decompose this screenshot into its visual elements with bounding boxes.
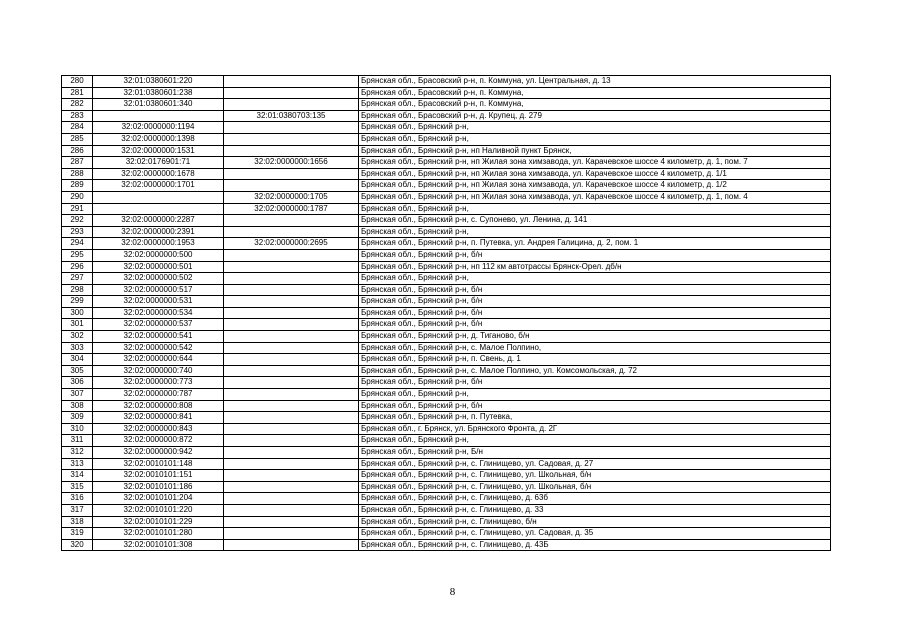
row-number-cell: 305 bbox=[62, 365, 93, 377]
cadastral-number-cell: 32:02:0000000:1701 bbox=[93, 180, 224, 192]
address-cell: Брянская обл., Брянский р-н, нп Жилая зона химзавода, ул. Карачевское шоссе 4 километр, д. 1, пом. 7 bbox=[359, 157, 831, 169]
cadastral-number-cell: 32:02:0010101:220 bbox=[93, 504, 224, 516]
cadastral-number-cell bbox=[93, 191, 224, 203]
linked-cadastral-number-cell bbox=[224, 284, 359, 296]
row-number-cell: 306 bbox=[62, 377, 93, 389]
linked-cadastral-number-cell bbox=[224, 342, 359, 354]
cadastral-number-cell: 32:02:0000000:2391 bbox=[93, 226, 224, 238]
cadastral-number-cell: 32:02:0000000:541 bbox=[93, 331, 224, 343]
linked-cadastral-number-cell bbox=[224, 528, 359, 540]
cadastral-number-cell: 32:02:0000000:1678 bbox=[93, 168, 224, 180]
table-row bbox=[62, 458, 831, 470]
linked-cadastral-number-cell bbox=[224, 470, 359, 482]
cadastral-number-cell: 32:02:0000000:942 bbox=[93, 447, 224, 459]
cadastral-number-cell: 32:02:0010101:204 bbox=[93, 493, 224, 505]
row-number-cell: 288 bbox=[62, 168, 93, 180]
cadastral-number-cell: 32:02:0000000:843 bbox=[93, 423, 224, 435]
cadastral-number-cell: 32:02:0000000:517 bbox=[93, 284, 224, 296]
cadastral-number-cell: 32:02:0000000:542 bbox=[93, 342, 224, 354]
linked-cadastral-number-cell bbox=[224, 296, 359, 308]
table-row bbox=[62, 76, 831, 88]
row-number-cell: 296 bbox=[62, 261, 93, 273]
cadastral-number-cell: 32:02:0000000:534 bbox=[93, 307, 224, 319]
cadastral-number-cell: 32:02:0010101:148 bbox=[93, 458, 224, 470]
cadastral-number-cell: 32:02:0000000:531 bbox=[93, 296, 224, 308]
row-number-cell: 320 bbox=[62, 539, 93, 551]
row-number-cell: 304 bbox=[62, 354, 93, 366]
table-row bbox=[62, 226, 831, 238]
linked-cadastral-number-cell bbox=[224, 99, 359, 111]
cadastral-number-cell: 32:02:0010101:229 bbox=[93, 516, 224, 528]
address-cell: Брянская обл., Брянский р-н, с. Малое Полпино, bbox=[359, 342, 831, 354]
cadastral-registry-table bbox=[61, 75, 831, 551]
row-number-cell: 293 bbox=[62, 226, 93, 238]
cadastral-number-cell: 32:02:0000000:872 bbox=[93, 435, 224, 447]
table-row bbox=[62, 470, 831, 482]
row-number-cell: 308 bbox=[62, 400, 93, 412]
table-row bbox=[62, 284, 831, 296]
linked-cadastral-number-cell bbox=[224, 389, 359, 401]
table-row bbox=[62, 145, 831, 157]
address-cell: Брянская обл., Брянский р-н, с. Глинищево, ул. Садовая, д. 27 bbox=[359, 458, 831, 470]
table-row bbox=[62, 168, 831, 180]
table-row bbox=[62, 296, 831, 308]
linked-cadastral-number-cell bbox=[224, 273, 359, 285]
address-cell: Брянская обл., Брянский р-н, п. Путевка, ул. Андрея Галицина, д. 2, пом. 1 bbox=[359, 238, 831, 250]
linked-cadastral-number-cell bbox=[224, 493, 359, 505]
address-cell: Брянская обл., Брянский р-н, bbox=[359, 133, 831, 145]
linked-cadastral-number-cell bbox=[224, 377, 359, 389]
table-row bbox=[62, 99, 831, 111]
cadastral-number-cell: 32:02:0000000:1194 bbox=[93, 122, 224, 134]
cadastral-number-cell: 32:02:0000000:501 bbox=[93, 261, 224, 273]
linked-cadastral-number-cell bbox=[224, 180, 359, 192]
address-cell: Брянская обл., Брянский р-н, б/н bbox=[359, 319, 831, 331]
linked-cadastral-number-cell bbox=[224, 458, 359, 470]
cadastral-number-cell: 32:02:0000000:502 bbox=[93, 273, 224, 285]
linked-cadastral-number-cell bbox=[224, 504, 359, 516]
table-row bbox=[62, 319, 831, 331]
cadastral-number-cell bbox=[93, 203, 224, 215]
address-cell: Брянская обл., Брянский р-н, bbox=[359, 203, 831, 215]
table-row bbox=[62, 377, 831, 389]
cadastral-number-cell: 32:01:0380601:220 bbox=[93, 76, 224, 88]
address-cell: Брянская обл., Брянский р-н, б/н bbox=[359, 249, 831, 261]
linked-cadastral-number-cell bbox=[224, 435, 359, 447]
address-cell: Брянская обл., Брянский р-н, с. Глинищево, б/н bbox=[359, 516, 831, 528]
table-row bbox=[62, 157, 831, 169]
row-number-cell: 298 bbox=[62, 284, 93, 296]
cadastral-number-cell: 32:02:0010101:186 bbox=[93, 481, 224, 493]
linked-cadastral-number-cell: 32:02:0000000:1656 bbox=[224, 157, 359, 169]
cadastral-number-cell: 32:02:0010101:151 bbox=[93, 470, 224, 482]
address-cell: Брянская обл., Брасовский р-н, п. Коммуна, bbox=[359, 87, 831, 99]
address-cell: Брянская обл., Брянский р-н, п. Путевка, bbox=[359, 412, 831, 424]
table-row bbox=[62, 516, 831, 528]
row-number-cell: 287 bbox=[62, 157, 93, 169]
cadastral-number-cell: 32:01:0380601:340 bbox=[93, 99, 224, 111]
linked-cadastral-number-cell bbox=[224, 261, 359, 273]
linked-cadastral-number-cell: 32:02:0000000:2695 bbox=[224, 238, 359, 250]
linked-cadastral-number-cell bbox=[224, 539, 359, 551]
linked-cadastral-number-cell bbox=[224, 331, 359, 343]
linked-cadastral-number-cell bbox=[224, 412, 359, 424]
row-number-cell: 282 bbox=[62, 99, 93, 111]
cadastral-number-cell: 32:02:0010101:308 bbox=[93, 539, 224, 551]
row-number-cell: 307 bbox=[62, 389, 93, 401]
row-number-cell: 292 bbox=[62, 215, 93, 227]
cadastral-number-cell: 32:02:0000000:841 bbox=[93, 412, 224, 424]
address-cell: Брянская обл., Брянский р-н, нп Жилая зона химзавода, ул. Карачевское шоссе 4 километр, д. 1/1 bbox=[359, 168, 831, 180]
cadastral-number-cell: 32:02:0176901:71 bbox=[93, 157, 224, 169]
cadastral-number-cell: 32:02:0010101:280 bbox=[93, 528, 224, 540]
address-cell: Брянская обл., Брянский р-н, б/н bbox=[359, 377, 831, 389]
table-row bbox=[62, 110, 831, 122]
address-cell: Брянская обл., Брянский р-н, bbox=[359, 122, 831, 134]
row-number-cell: 310 bbox=[62, 423, 93, 435]
row-number-cell: 303 bbox=[62, 342, 93, 354]
table-row bbox=[62, 215, 831, 227]
table-row bbox=[62, 122, 831, 134]
cadastral-number-cell: 32:02:0000000:537 bbox=[93, 319, 224, 331]
address-cell: Брянская обл., Брянский р-н, bbox=[359, 226, 831, 238]
address-cell: Брянская обл., Брянский р-н, с. Глинищево, д. 33 bbox=[359, 504, 831, 516]
table-row bbox=[62, 365, 831, 377]
table-row bbox=[62, 354, 831, 366]
row-number-cell: 300 bbox=[62, 307, 93, 319]
address-cell: Брянская обл., Брянский р-н, нп Жилая зона химзавода, ул. Карачевское шоссе 4 километр, д. 1, пом. 4 bbox=[359, 191, 831, 203]
linked-cadastral-number-cell bbox=[224, 447, 359, 459]
row-number-cell: 297 bbox=[62, 273, 93, 285]
row-number-cell: 319 bbox=[62, 528, 93, 540]
linked-cadastral-number-cell bbox=[224, 319, 359, 331]
row-number-cell: 290 bbox=[62, 191, 93, 203]
registry-table-body bbox=[62, 76, 831, 551]
cadastral-number-cell: 32:02:0000000:1531 bbox=[93, 145, 224, 157]
linked-cadastral-number-cell bbox=[224, 400, 359, 412]
table-row bbox=[62, 261, 831, 273]
linked-cadastral-number-cell bbox=[224, 365, 359, 377]
row-number-cell: 280 bbox=[62, 76, 93, 88]
row-number-cell: 318 bbox=[62, 516, 93, 528]
address-cell: Брянская обл., Брянский р-н, с. Глинищево, д. 63б bbox=[359, 493, 831, 505]
address-cell: Брянская обл., Брянский р-н, п. Свень, д. 1 bbox=[359, 354, 831, 366]
address-cell: Брянская обл., Брянский р-н, с. Глинищево, ул. Школьная, б/н bbox=[359, 470, 831, 482]
cadastral-number-cell: 32:02:0000000:740 bbox=[93, 365, 224, 377]
address-cell: Брянская обл., Брянский р-н, д. Тиганово, б/н bbox=[359, 331, 831, 343]
table-row bbox=[62, 331, 831, 343]
table-row bbox=[62, 528, 831, 540]
address-cell: Брянская обл., Брянский р-н, б/н bbox=[359, 296, 831, 308]
linked-cadastral-number-cell bbox=[224, 122, 359, 134]
row-number-cell: 286 bbox=[62, 145, 93, 157]
linked-cadastral-number-cell bbox=[224, 307, 359, 319]
address-cell: Брянская обл., Брянский р-н, с. Малое Полпино, ул. Комсомольская, д. 72 bbox=[359, 365, 831, 377]
row-number-cell: 301 bbox=[62, 319, 93, 331]
address-cell: Брянская обл., Брянский р-н, с. Глинищево, д. 43Б bbox=[359, 539, 831, 551]
address-cell: Брянская обл., Брянский р-н, нп 112 км автотрассы Брянск-Орел. дб/н bbox=[359, 261, 831, 273]
address-cell: Брянская обл., Брянский р-н, bbox=[359, 389, 831, 401]
address-cell: Брянская обл., Брянский р-н, нп Жилая зона химзавода, ул. Карачевское шоссе 4 километр, д. 1/2 bbox=[359, 180, 831, 192]
linked-cadastral-number-cell: 32:02:0000000:1787 bbox=[224, 203, 359, 215]
address-cell: Брянская обл., Брянский р-н, bbox=[359, 435, 831, 447]
table-row bbox=[62, 342, 831, 354]
linked-cadastral-number-cell bbox=[224, 145, 359, 157]
cadastral-number-cell: 32:02:0000000:500 bbox=[93, 249, 224, 261]
linked-cadastral-number-cell bbox=[224, 133, 359, 145]
table-row bbox=[62, 191, 831, 203]
address-cell: Брянская обл., Брасовский р-н, п. Коммуна, ул. Центральная, д. 13 bbox=[359, 76, 831, 88]
row-number-cell: 283 bbox=[62, 110, 93, 122]
address-cell: Брянская обл., Брянский р-н, с. Глинищево, ул. Садовая, д. 35 bbox=[359, 528, 831, 540]
address-cell: Брянская обл., Брянский р-н, с. Глинищево, ул. Школьная, б/н bbox=[359, 481, 831, 493]
table-row bbox=[62, 87, 831, 99]
row-number-cell: 284 bbox=[62, 122, 93, 134]
linked-cadastral-number-cell bbox=[224, 168, 359, 180]
table-row bbox=[62, 238, 831, 250]
linked-cadastral-number-cell: 32:01:0380703:135 bbox=[224, 110, 359, 122]
cadastral-number-cell: 32:02:0000000:787 bbox=[93, 389, 224, 401]
address-cell: Брянская обл., Брасовский р-н, д. Крупец, д. 279 bbox=[359, 110, 831, 122]
table-row bbox=[62, 481, 831, 493]
cadastral-number-cell: 32:02:0000000:1398 bbox=[93, 133, 224, 145]
table-row bbox=[62, 133, 831, 145]
row-number-cell: 309 bbox=[62, 412, 93, 424]
cadastral-number-cell: 32:02:0000000:2287 bbox=[93, 215, 224, 227]
address-cell: Брянская обл., Брянский р-н, нп Наливной пункт Брянск, bbox=[359, 145, 831, 157]
row-number-cell: 291 bbox=[62, 203, 93, 215]
cadastral-number-cell: 32:02:0000000:808 bbox=[93, 400, 224, 412]
table-row bbox=[62, 400, 831, 412]
table-row bbox=[62, 203, 831, 215]
row-number-cell: 313 bbox=[62, 458, 93, 470]
address-cell: Брянская обл., г. Брянск, ул. Брянского Фронта, д. 2Г bbox=[359, 423, 831, 435]
linked-cadastral-number-cell bbox=[224, 87, 359, 99]
table-row bbox=[62, 435, 831, 447]
linked-cadastral-number-cell: 32:02:0000000:1705 bbox=[224, 191, 359, 203]
address-cell: Брянская обл., Брянский р-н, б/н bbox=[359, 307, 831, 319]
row-number-cell: 299 bbox=[62, 296, 93, 308]
cadastral-number-cell: 32:02:0000000:644 bbox=[93, 354, 224, 366]
table-row bbox=[62, 273, 831, 285]
row-number-cell: 289 bbox=[62, 180, 93, 192]
row-number-cell: 314 bbox=[62, 470, 93, 482]
linked-cadastral-number-cell bbox=[224, 249, 359, 261]
address-cell: Брянская обл., Брянский р-н, б/н bbox=[359, 400, 831, 412]
row-number-cell: 302 bbox=[62, 331, 93, 343]
page-number: 8 bbox=[449, 586, 456, 598]
table-row bbox=[62, 307, 831, 319]
table-row bbox=[62, 389, 831, 401]
table-row bbox=[62, 423, 831, 435]
linked-cadastral-number-cell bbox=[224, 226, 359, 238]
table-row bbox=[62, 504, 831, 516]
table-row bbox=[62, 447, 831, 459]
linked-cadastral-number-cell bbox=[224, 215, 359, 227]
address-cell: Брянская обл., Брасовский р-н, п. Коммуна, bbox=[359, 99, 831, 111]
address-cell: Брянская обл., Брянский р-н, б/н bbox=[359, 284, 831, 296]
table-row bbox=[62, 249, 831, 261]
cadastral-number-cell: 32:01:0380601:238 bbox=[93, 87, 224, 99]
linked-cadastral-number-cell bbox=[224, 423, 359, 435]
linked-cadastral-number-cell bbox=[224, 76, 359, 88]
table-row bbox=[62, 493, 831, 505]
row-number-cell: 281 bbox=[62, 87, 93, 99]
row-number-cell: 294 bbox=[62, 238, 93, 250]
row-number-cell: 295 bbox=[62, 249, 93, 261]
cadastral-number-cell: 32:02:0000000:773 bbox=[93, 377, 224, 389]
address-cell: Брянская обл., Брянский р-н, Б/н bbox=[359, 447, 831, 459]
table-row bbox=[62, 539, 831, 551]
linked-cadastral-number-cell bbox=[224, 516, 359, 528]
cadastral-number-cell: 32:02:0000000:1953 bbox=[93, 238, 224, 250]
table-row bbox=[62, 412, 831, 424]
table-row bbox=[62, 180, 831, 192]
row-number-cell: 316 bbox=[62, 493, 93, 505]
address-cell: Брянская обл., Брянский р-н, bbox=[359, 273, 831, 285]
cadastral-number-cell bbox=[93, 110, 224, 122]
linked-cadastral-number-cell bbox=[224, 354, 359, 366]
row-number-cell: 317 bbox=[62, 504, 93, 516]
address-cell: Брянская обл., Брянский р-н, с. Супонево, ул. Ленина, д. 141 bbox=[359, 215, 831, 227]
row-number-cell: 312 bbox=[62, 447, 93, 459]
linked-cadastral-number-cell bbox=[224, 481, 359, 493]
row-number-cell: 311 bbox=[62, 435, 93, 447]
row-number-cell: 315 bbox=[62, 481, 93, 493]
row-number-cell: 285 bbox=[62, 133, 93, 145]
